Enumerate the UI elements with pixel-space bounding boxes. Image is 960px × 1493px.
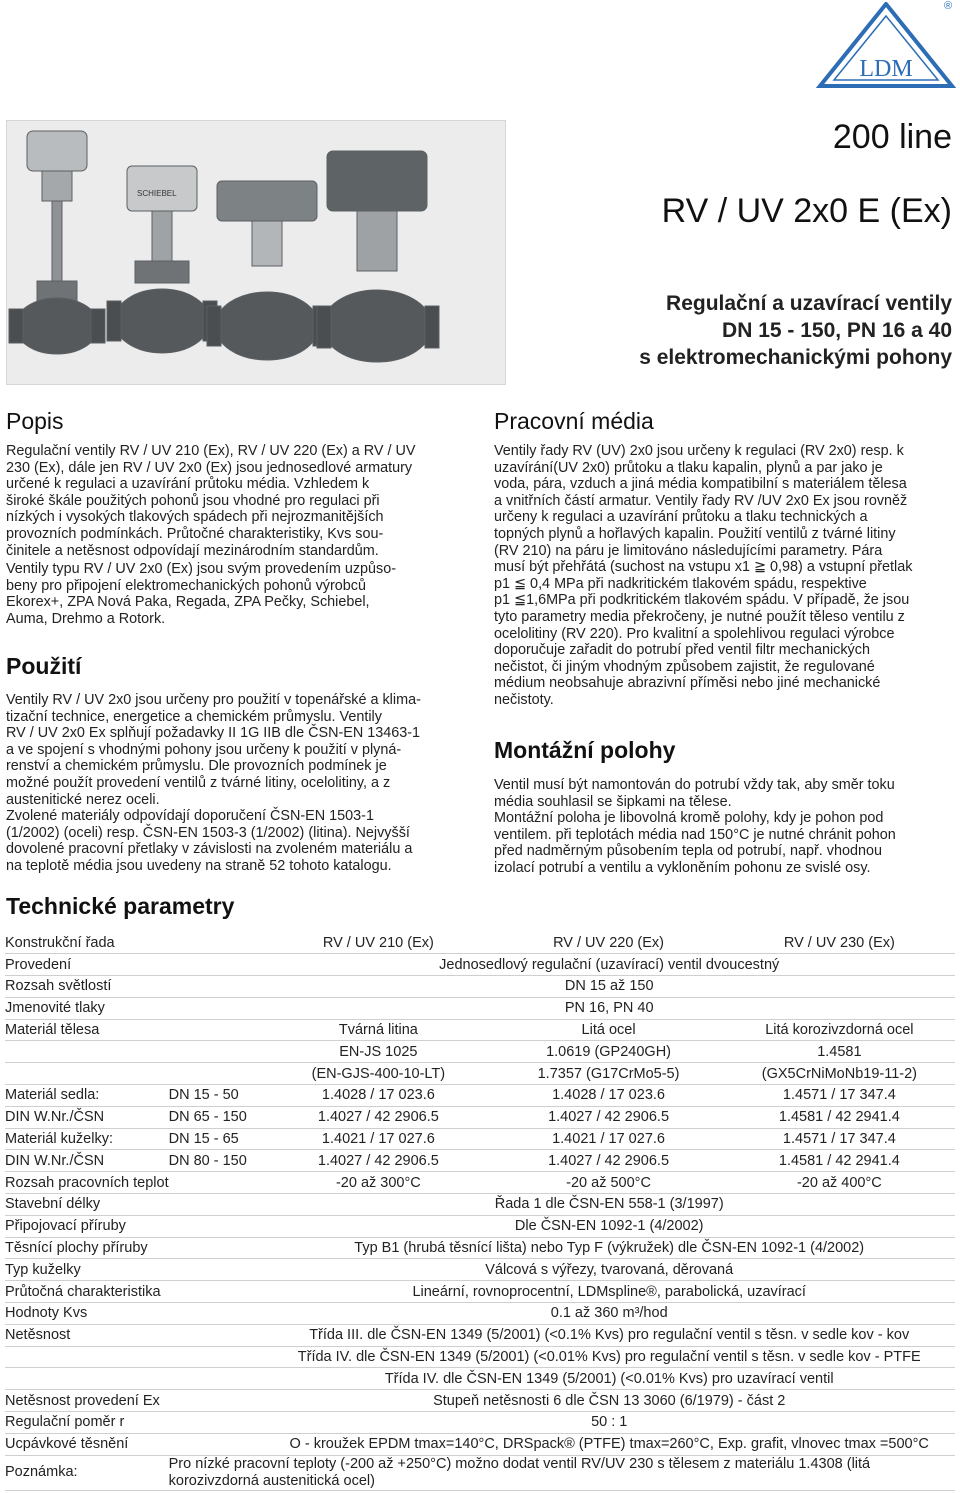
section-pouziti-title: Použití (6, 653, 82, 679)
tech-row-label: Průtočná charakteristika (5, 1283, 161, 1300)
tech-value-span: 0.1 až 360 m³/hod (550, 1305, 668, 1322)
tech-value: 1.4028 / 17 023.6 (321, 1087, 435, 1104)
tech-row-label: Materiál kuželky: (5, 1131, 113, 1148)
pouziti-line: možné použít provedení ventilů z tvárné litiny, ocelolitiny, a z (6, 774, 391, 791)
tech-row-label: Regulační poměr r (5, 1414, 125, 1431)
tech-row-label: Připojovací příruby (5, 1218, 126, 1235)
tech-value-span: Válcová s výřezy, tvarovaná, děrovaná (485, 1261, 734, 1278)
tech-value-span: Třída III. dle ČSN-EN 1349 (5/2001) (<0.1% Kvs) pro regulační ventil s těsn. v sedle kov - kov (309, 1327, 910, 1344)
product-photo (6, 120, 506, 385)
tech-row (5, 1281, 955, 1303)
tech-value: 1.4027 / 42 2906.5 (548, 1109, 670, 1126)
ldm-logo (816, 2, 956, 90)
tech-row-sublabel (169, 1281, 264, 1303)
pouziti-line: Zvolené materiály odpovídají doporučení ČSN-EN 1503-1 (6, 808, 374, 825)
pracovni-line: Ventily řady RV (UV) 2x0 jsou určeny k regulaci (RV 2x0) resp. k (494, 443, 904, 459)
popis-line: nízkých i vysokých tlakových spádech při nejrozmanitějších (6, 509, 384, 526)
tech-row-label: Těsnící plochy příruby (5, 1240, 148, 1257)
tech-value: Litá korozivzdorná ocel (765, 1022, 914, 1039)
tech-row-label: Provedení (5, 956, 72, 973)
tech-row (5, 1346, 955, 1368)
tech-value-span: Řada 1 dle ČSN-EN 558-1 (3/1997) (494, 1196, 724, 1213)
pracovni-line: tyto parametry media překročeny, je nutné použít těleso ventilu z (494, 608, 905, 625)
tech-row-label: Konstrukční řada (5, 934, 115, 951)
tech-value: 1.4021 / 17 027.6 (552, 1131, 665, 1148)
pouziti-line: austenitické nerez oceli. (6, 791, 160, 808)
pouziti-line: (1/2002) (oceli) resp. ČSN-EN 1503-3 (1/2002) (litina). Nejvyšší (6, 824, 410, 841)
tech-value: 1.4027 / 42 2906.5 (317, 1109, 439, 1126)
tech-value: 1.4571 / 17 347.4 (782, 1087, 896, 1104)
tech-row-sublabel (169, 1390, 264, 1412)
tech-row-label (5, 1041, 169, 1063)
tech-row (5, 1041, 955, 1063)
tech-row-label (5, 1346, 169, 1368)
line-title: 200 line (832, 118, 952, 156)
pouziti-line: dovolené pracovní přetlaky v závislosti na zvoleném materiálu a (6, 841, 413, 858)
montazni-line: izolací potrubí a ventilu a vykloněním pohonu ze svislé osy. (494, 859, 871, 876)
pracovni-line: doporučuje zařadit do potrubí před ventil filtr mechanických (494, 642, 870, 659)
tech-row (5, 1324, 955, 1346)
pouziti-text (6, 692, 466, 875)
tech-row (5, 976, 955, 998)
tech-row-label: Stavební délky (5, 1196, 101, 1213)
popis-line: Regulační ventily RV / UV 210 (Ex), RV / UV 220 (Ex) a RV / UV (6, 443, 416, 459)
tech-row-label: Hodnoty Kvs (5, 1305, 88, 1322)
tech-row-label: Ucpávkové těsnění (5, 1436, 129, 1453)
subtitle-line: s elektromechanickými pohony (639, 346, 952, 369)
tech-value: 1.4571 / 17 347.4 (782, 1131, 896, 1148)
product-title: RV / UV 2x0 E (Ex) (661, 192, 952, 230)
tech-row-sublabel (169, 932, 264, 954)
tech-value-span: Stupeň netěsnosti 6 dle ČSN 13 3060 (6/1979) - část 2 (433, 1392, 786, 1409)
tech-row-label: Typ kuželky (5, 1261, 81, 1278)
tech-row (5, 1085, 955, 1107)
tech-value-span: Třída IV. dle ČSN-EN 1349 (5/2001) (<0.01% Kvs) pro regulační ventil s těsn. v sedle kov - PTFE (297, 1349, 921, 1366)
tech-row-sublabel (169, 1259, 264, 1281)
pracovni-text (494, 443, 954, 709)
product-subtitle (639, 290, 952, 371)
tech-row-label: Materiál sedla: (5, 1087, 100, 1104)
tech-row-sublabel: DN 15 - 50 (168, 1087, 239, 1104)
note-label: Poznámka: (5, 1464, 78, 1481)
tech-row-sublabel: DN 15 - 65 (168, 1131, 239, 1148)
tech-value: Litá ocel (581, 1022, 636, 1039)
tech-row (5, 1106, 955, 1128)
montazni-line: před nadměrným působením tepla od potrubí, např. vhodnou (494, 843, 882, 860)
montazni-text (494, 777, 954, 877)
tech-row-label (5, 1063, 169, 1085)
tech-row-sublabel (169, 1172, 264, 1194)
subtitle-line: DN 15 - 150, PN 16 a 40 (722, 319, 952, 342)
tech-row (5, 1368, 955, 1390)
tech-row-label: Rozsah světlostí (5, 978, 112, 995)
pracovni-line: voda, pára, vzduch a jiná média kompatibilní s materiálem tělesa (494, 476, 907, 493)
tech-value: -20 až 500°C (566, 1174, 651, 1191)
tech-row-sublabel (169, 1303, 264, 1325)
tech-value-span: Dle ČSN-EN 1092-1 (4/2002) (514, 1218, 704, 1235)
ldm-logo-text: LDM (859, 56, 913, 82)
tech-value: RV / UV 220 (Ex) (553, 934, 665, 951)
pouziti-line: a ve spojení s vhodnými pohony jsou určeny k použití v plyná- (6, 741, 402, 758)
tech-value: 1.0619 (GP240GH) (546, 1043, 671, 1060)
tech-value: 1.4581 (817, 1043, 862, 1060)
tech-row-sublabel (169, 1237, 264, 1259)
tech-row (5, 932, 955, 954)
tech-value-span: Třída IV. dle ČSN-EN 1349 (5/2001) (<0.01% Kvs) pro uzavírací ventil (384, 1370, 834, 1387)
tech-value: 1.7357 (G17CrMo5-5) (537, 1065, 680, 1082)
tech-row-label: Rozsah pracovních teplot (5, 1174, 169, 1191)
popis-line: Ekorex+, ZPA Nová Paka, Regada, ZPA Pečky, Schiebel, (6, 594, 370, 611)
tech-value: RV / UV 230 (Ex) (783, 934, 895, 951)
tech-value-span: DN 15 až 150 (564, 978, 654, 995)
schiebel-label: SCHIEBEL (137, 189, 177, 198)
tech-row-sublabel (169, 997, 264, 1019)
tech-value-span: O - kroužek EPDM tmax=140°C, DRSpack® (PTFE) tmax=260°C, Exp. grafit, vlnovec tmax =500°C (289, 1436, 929, 1453)
tech-row (5, 1063, 955, 1085)
tech-row-sublabel (169, 1041, 264, 1063)
popis-line: činitele a netěsnost odpovídají mezinárodním standardům. (6, 542, 379, 559)
section-popis-title: Popis (6, 408, 64, 434)
tech-row-label: Jmenovité tlaky (5, 1000, 105, 1017)
tech-row-sublabel (169, 1368, 264, 1390)
pracovni-line: nečistoty. (494, 691, 554, 708)
tech-value: 1.4581 / 42 2941.4 (778, 1109, 900, 1126)
tech-row-sublabel (169, 1215, 264, 1237)
pracovni-line: médium neobsahuje abrazivní příměsi nebo jiné mechanické (494, 675, 881, 692)
tech-row-sublabel: DN 80 - 150 (168, 1152, 247, 1169)
tech-value: RV / UV 210 (Ex) (322, 934, 434, 951)
tech-row-label: Netěsnost provedení Ex (5, 1392, 160, 1409)
tech-value: Tvárná litina (338, 1022, 418, 1039)
pouziti-line: Ventily RV / UV 2x0 jsou určeny pro použití v topenářské a klima- (6, 692, 421, 708)
subtitle-line: Regulační a uzavírací ventily (666, 292, 952, 315)
tech-row-label: Netěsnost (5, 1327, 71, 1344)
pracovni-line: p1 ≦1,6MPa při podkritickém tlakovém spádu. V případě, že jsou (494, 592, 910, 609)
tech-row (5, 1150, 955, 1172)
tech-row-sublabel: DN 65 - 150 (168, 1109, 247, 1126)
popis-line: provozních podmínkách. Průtočné charakteristiky, Kvs sou- (6, 525, 384, 542)
tech-row-sublabel (169, 1019, 264, 1041)
section-pracovni-title: Pracovní média (494, 408, 654, 434)
tech-row (5, 1172, 955, 1194)
popis-line: 230 (Ex), dále jen RV / UV 2x0 (Ex) jsou jednosedlové armatury (6, 459, 413, 476)
tech-value-span: Typ B1 (hrubá těsnící lišta) nebo Typ F (výkružek) dle ČSN-EN 1092-1 (4/2002) (354, 1240, 865, 1257)
tech-row (5, 1019, 955, 1041)
tech-value-span: PN 16, PN 40 (564, 1000, 654, 1017)
tech-row (5, 1237, 955, 1259)
popis-line: beny pro připojení elektromechanických pohonů výrobců (6, 577, 366, 594)
pracovni-line: určeny k regulaci a uzavírání průtoku a tlaku technických a (494, 509, 868, 526)
popis-line: Ventily typu RV / UV 2x0 (Ex) jsou svým provedením uzpůso- (6, 561, 397, 578)
ldm-logo-triangle-icon (816, 2, 956, 90)
montazni-line: Ventil musí být namontován do potrubí vždy tak, aby směr toku (494, 777, 895, 793)
tech-value: -20 až 300°C (335, 1174, 421, 1191)
popis-line: široké škále použitých pohonů jsou vhodné pro regulaci při (6, 492, 380, 509)
tech-row-sublabel (169, 1346, 264, 1368)
registered-mark: ® (944, 0, 953, 12)
tech-row-sublabel (169, 1433, 264, 1455)
tech-row-sublabel (169, 976, 264, 998)
section-montazni-title: Montážní polohy (494, 737, 676, 763)
tech-value: 1.4028 / 17 023.6 (552, 1087, 665, 1104)
tech-row (5, 1215, 955, 1237)
tech-value: 1.4027 / 42 2906.5 (548, 1152, 670, 1169)
valves-illustration (7, 121, 506, 385)
popis-line: Auma, Drehmo a Rotork. (6, 610, 166, 627)
tech-row (5, 954, 955, 976)
pracovni-line: p1 ≦ 0,4 MPa při nadkritickém tlakovém spádu, respektive (494, 575, 867, 592)
pracovni-line: nečistot, či jiným vhodným způsobem zajistit, že regulované (494, 658, 875, 675)
pouziti-line: RV / UV 2x0 Ex splňují požadavky II 1G IIB dle ČSN-EN 13463-1 (6, 725, 421, 742)
tech-value-span: Lineární, rovnoprocentní, LDMspline®, parabolická, uzavírací (412, 1283, 806, 1300)
tech-value: (GX5CrNiMoNb19-11-2) (761, 1065, 917, 1082)
pracovni-line: uzavírání(UV 2x0) průtoku a tlaku kapalin, plynů a par jako je (494, 459, 883, 476)
tech-row-sublabel (169, 1063, 264, 1085)
pracovni-line: (RV 210) na páru je limitováno následujícími parametry. Pára (494, 542, 883, 559)
tech-row-sublabel (169, 1412, 264, 1434)
section-tech-title: Technické parametry (6, 893, 235, 919)
montazni-line: média souhlasil se šipkami na tělese. (494, 793, 732, 810)
tech-row (5, 1194, 955, 1216)
note-text: Pro nízké pracovní teploty (-200 až +250°C) možno dodat ventil RV/UV 230 s tělesem z materiálu 1.4308 (litá korozivzdorná austenitická ocel) (168, 1455, 871, 1489)
tech-row-label: DIN W.Nr./ČSN (5, 1152, 105, 1169)
tech-value: EN-JS 1025 (339, 1043, 418, 1060)
tech-row (5, 1412, 955, 1434)
popis-line: určené k regulaci a uzavírání průtoku média. Vzhledem k (6, 476, 370, 493)
tech-row (5, 1259, 955, 1281)
popis-text (6, 443, 466, 628)
tech-row-sublabel (169, 954, 264, 976)
tech-value: (EN-GJS-400-10-LT) (311, 1065, 446, 1082)
pouziti-line: renství a chemickém průmyslu. Dle provozních podmínek je (6, 758, 387, 775)
tech-value-span: 50 : 1 (591, 1414, 628, 1431)
tech-value: 1.4021 / 17 027.6 (321, 1131, 435, 1148)
tech-row-sublabel (169, 1324, 264, 1346)
tech-row-label: Materiál tělesa (5, 1022, 100, 1039)
tech-value: 1.4027 / 42 2906.5 (317, 1152, 439, 1169)
pouziti-line: tizační technice, energetice a chemickém průmyslu. Ventily (6, 708, 382, 725)
tech-value: 1.4581 / 42 2941.4 (778, 1152, 900, 1169)
tech-value: -20 až 400°C (796, 1174, 882, 1191)
pracovni-line: ocelolitiny (RV 220). Pro kvalitní a spolehlivou regulaci výrobce (494, 625, 895, 642)
pracovni-line: a vnitřních částí armatur. Ventily řady RV /UV 2x0 Ex jsou rovněž (494, 492, 908, 509)
tech-row (5, 1303, 955, 1325)
pracovni-line: musí být přehřátá (suchost na vstupu x1 ≧ 0,98) a vstupní přetlak (494, 559, 913, 576)
tech-row-label (5, 1368, 169, 1390)
montazni-line: Montážní poloha je libovolná kromě polohy, kdy je pohon pod (494, 810, 884, 827)
tech-row-label: DIN W.Nr./ČSN (5, 1109, 105, 1126)
tech-note-row (5, 1455, 955, 1490)
tech-row (5, 1433, 955, 1455)
tech-row (5, 1128, 955, 1150)
tech-params-table (5, 932, 955, 1491)
tech-row (5, 997, 955, 1019)
pouziti-line: na teplotě média jsou uvedeny na straně 52 tohoto katalogu. (6, 857, 392, 874)
pracovni-line: topných plynů a hořlavých kapalin. Použití ventilů z tvárné litiny (494, 525, 896, 542)
tech-row (5, 1390, 955, 1412)
tech-value-span: Jednosedlový regulační (uzavírací) ventil dvoucestný (439, 956, 780, 973)
montazni-line: ventilem. při teplotách média nad 150°C je nutné chránit pohon (494, 826, 896, 843)
tech-row-sublabel (169, 1194, 264, 1216)
